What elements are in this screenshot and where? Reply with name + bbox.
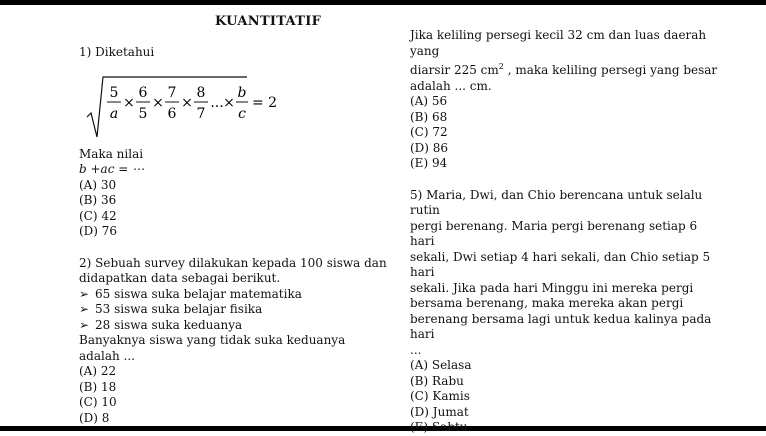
arrow-bullet-icon: ➢ <box>79 317 90 332</box>
q1-ask: Maka nilai <box>79 146 144 161</box>
radical-formula <box>79 73 299 141</box>
q4-option-d: (D) 86 <box>410 140 449 155</box>
frac-5-den: c <box>238 105 246 122</box>
q2-option-a: (A) 22 <box>79 364 117 378</box>
q5-line-2: rutin <box>410 203 440 217</box>
times-1: × <box>123 94 135 111</box>
q5-line-3: pergi berenang. Maria pergi berenang setiap 6 <box>410 218 698 233</box>
q2-question-2: adalah ... <box>79 348 135 363</box>
equals-two: = 2 <box>252 94 278 111</box>
frac-3-den: 6 <box>167 105 177 122</box>
times-2: × <box>152 94 164 111</box>
q5-line-8: bersama berenang, maka mereka akan pergi <box>410 296 684 310</box>
superscript-two: 2 <box>498 62 504 71</box>
frac-1-den: a <box>109 105 119 122</box>
frac-2-den: 5 <box>138 105 148 122</box>
q2-question-1: Banyaknya siswa yang tidak suka keduanya <box>79 333 346 347</box>
q4-option-a: (A) 56 <box>410 94 448 108</box>
q2-option-b: (B) 18 <box>79 379 117 394</box>
q5-option-e: (E) Sabtu <box>410 420 468 434</box>
q5-line-10: hari <box>410 327 435 341</box>
q4-line-1: Jika keliling persegi kecil 32 cm dan luas daerah <box>410 28 707 42</box>
q1-option-d: (D) 76 <box>79 224 118 238</box>
q5-option-b: (B) Rabu <box>410 373 464 388</box>
frac-4-den: 7 <box>196 105 206 122</box>
q2-bullet-text: 53 siswa suka belajar fisika <box>95 302 263 316</box>
q5-line-7: sekali. Jika pada hari Minggu ini mereka pergi <box>410 280 694 295</box>
q2-option-d: (D) 8 <box>79 410 110 425</box>
times-4: × <box>223 94 235 111</box>
q5-option-c: (C) Kamis <box>410 389 470 403</box>
arrow-bullet-icon: ➢ <box>79 286 90 301</box>
q5-line-4: hari <box>410 234 435 248</box>
frac-3-num: 7 <box>167 84 177 101</box>
dots: ... <box>210 94 224 111</box>
q2-line-2: didapatkan data sebagai berikut. <box>79 271 281 285</box>
q2-bullet-3 <box>79 318 379 334</box>
frac-2-num: 6 <box>138 84 148 101</box>
q5-line-11: ... <box>410 342 422 357</box>
q5-line-6: hari <box>410 265 435 279</box>
q1-expr: b +ac = ⋯ <box>79 162 145 176</box>
page-title: KUANTITATIF <box>215 14 322 29</box>
q2-bullet-text: 28 siswa suka keduanya <box>95 317 243 332</box>
q4-option-e: (E) 94 <box>410 156 448 170</box>
arrow-bullet-icon: ➢ <box>79 302 90 316</box>
q5-line-1: 5) Maria, Dwi, dan Chio berencana untuk selalu <box>410 187 703 202</box>
document-page <box>0 5 766 434</box>
q1-option-c: (C) 42 <box>79 208 117 223</box>
times-3: × <box>181 94 193 111</box>
q4-option-b: (B) 68 <box>410 109 448 124</box>
q2-bullet-1 <box>79 287 379 303</box>
frac-5-num: b <box>237 84 247 101</box>
q1-option-b: (B) 36 <box>79 193 117 207</box>
left-column <box>79 45 387 426</box>
q2-bullet-2 <box>79 302 379 318</box>
q5-option-d: (D) Jumat <box>410 404 469 419</box>
q4-option-c: (C) 72 <box>410 125 448 139</box>
q2-bullet-text: 65 siswa suka belajar matematika <box>95 286 302 301</box>
q4-line-3: diarsir 225 $cm^2$ , maka keliling persegi yang besar <box>410 62 718 77</box>
q2-option-c: (C) 10 <box>79 395 117 409</box>
q5-line-9: berenang bersama lagi untuk kedua kalinya pada <box>410 311 712 326</box>
q4-line-4: adalah ... cm. <box>410 78 492 93</box>
q5-line-5: sekali, Dwi setiap 4 hari sekali, dan Chio setiap 5 <box>410 249 711 264</box>
frac-4-num: 8 <box>196 84 206 101</box>
q1-option-a: (A) 30 <box>79 177 117 192</box>
q1-intro: 1) Diketahui <box>79 45 155 59</box>
q2-line-1: 2) Sebuah survey dilakukan kepada 100 siswa dan <box>79 255 387 270</box>
q5-option-a: (A) Selasa <box>410 358 472 372</box>
right-column <box>410 28 718 436</box>
q1-formula <box>79 73 299 141</box>
q4-line-2: yang <box>410 43 440 58</box>
frac-1-num: 5 <box>109 84 119 101</box>
